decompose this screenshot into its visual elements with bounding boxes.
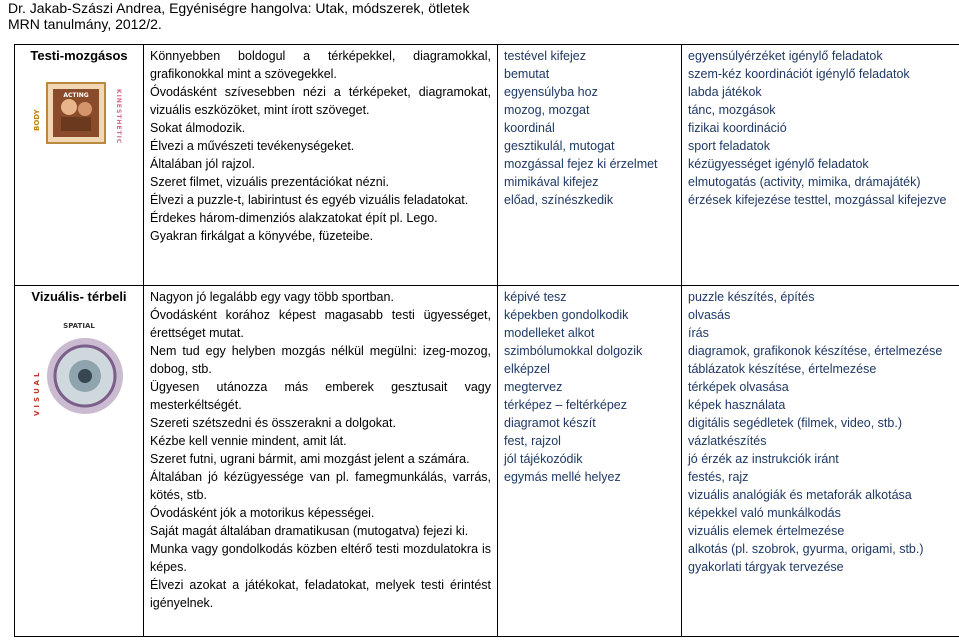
verb-text: gesztikulál, mutogat xyxy=(504,139,615,153)
traits-cell xyxy=(144,286,498,637)
trait-text: Nagyon jó legalább egy vagy több sportban. xyxy=(150,290,394,304)
traits-cell xyxy=(144,45,498,286)
verb-text: mimikával kifejez xyxy=(504,175,599,189)
verb-text: diagramot készít xyxy=(504,416,596,430)
trait-text: Munka vagy gondolkodás közben eltérő testi mozdulatokra is képes. xyxy=(150,542,491,574)
verb-text: koordinál xyxy=(504,121,555,135)
svg-text:BODY: BODY xyxy=(33,109,41,131)
row-title: Vizuális- térbeli xyxy=(31,289,127,304)
trait-text: Gyakran firkálgat a könyvébe, füzeteibe. xyxy=(150,229,374,243)
trait-text: Élvezi a puzzle-t, labirintust és egyéb vizuális feladatokat. xyxy=(150,193,469,207)
task-text: labda játékok xyxy=(688,85,762,99)
task-text: sport feladatok xyxy=(688,139,770,153)
verb-text: előad, színészkedik xyxy=(504,193,614,207)
row-title-cell xyxy=(15,286,144,637)
verb-text: megtervez xyxy=(504,380,563,394)
table-row xyxy=(15,286,959,637)
verb-text: egyensúlyba hoz xyxy=(504,85,598,99)
trait-text: Élvezi a művészeti tevékenységeket. xyxy=(150,139,355,153)
verb-text: testével kifejez xyxy=(504,49,586,63)
task-text: térképek olvasása xyxy=(688,380,789,394)
svg-text:VISUAL: VISUAL xyxy=(33,369,41,416)
task-text: jó érzék az instrukciók iránt xyxy=(688,452,839,466)
verb-text: egymás mellé helyez xyxy=(504,470,621,484)
task-text: olvasás xyxy=(688,308,731,322)
document-header-source: MRN tanulmány, 2012/2. xyxy=(8,16,162,32)
spatial-eye-image xyxy=(29,316,129,424)
svg-text:SPATIAL: SPATIAL xyxy=(63,322,95,330)
trait-text: Könnyebben boldogul a térképekkel, diagramokkal, grafikonokkal mint a szövegekkel. xyxy=(150,49,491,81)
task-text: vizuális elemek értelmezése xyxy=(688,524,845,538)
task-text: képekkel való munkálkodás xyxy=(688,506,841,520)
task-text: egyensúlyérzéket igénylő feladatok xyxy=(688,49,883,63)
verb-text: mozgással fejez ki érzelmet xyxy=(504,157,658,171)
task-text: alkotás (pl. szobrok, gyurma, origami, stb.) xyxy=(688,542,924,556)
trait-text: Általában jól rajzol. xyxy=(150,157,255,171)
row-title: Testi-mozgásos xyxy=(30,48,128,63)
intelligence-table xyxy=(14,44,959,637)
kinesthetic-image xyxy=(33,75,125,157)
verb-text: képivé tesz xyxy=(504,290,567,304)
verb-text: térképez – feltérképez xyxy=(504,398,627,412)
trait-text: Nem tud egy helyben mozgás nélkül megülni: izeg-mozog, dobog, stb. xyxy=(150,344,491,376)
task-text: gyakorlati tárgyak tervezése xyxy=(688,560,844,574)
svg-text:ACTING: ACTING xyxy=(63,92,89,99)
task-text: tánc, mozgások xyxy=(688,103,776,117)
task-text: érzések kifejezése testtel, mozgással kifejezve xyxy=(688,193,947,207)
task-text: táblázatok készítése, értelmezése xyxy=(688,362,877,376)
task-text: digitális segédletek (filmek, video, stb.) xyxy=(688,416,902,430)
trait-text: Óvodásként korához képest magasabb testi ügyességet, érettséget mutat. xyxy=(150,308,491,340)
tasks-cell xyxy=(682,286,959,637)
verb-text: modelleket alkot xyxy=(504,326,595,340)
task-text: szem-kéz koordinációt igénylő feladatok xyxy=(688,67,910,81)
svg-text:KINESTHETIC: KINESTHETIC xyxy=(115,89,122,145)
tasks-cell xyxy=(682,45,959,286)
trait-text: Szeret filmet, vizuális prezentációkat nézni. xyxy=(150,175,389,189)
task-text: elmutogatás (activity, mimika, drámajáték) xyxy=(688,175,921,189)
verb-text: mozog, mozgat xyxy=(504,103,590,117)
trait-text: Saját magát általában dramatikusan (mutogatva) fejezi ki. xyxy=(150,524,469,538)
task-text: vázlatkészítés xyxy=(688,434,767,448)
verb-text: képekben gondolkodik xyxy=(504,308,629,322)
task-text: fizikai koordináció xyxy=(688,121,787,135)
verbs-cell xyxy=(498,286,682,637)
task-text: diagramok, grafikonok készítése, értelmezése xyxy=(688,344,943,358)
verb-text: jól tájékozódik xyxy=(504,452,583,466)
trait-text: Szereti szétszedni és összerakni a dolgokat. xyxy=(150,416,396,430)
trait-text: Óvodásként szívesebben nézi a térképeket, diagramokat, vizuális eszközöket, mint írott szöveget. xyxy=(150,85,491,117)
trait-text: Általában jó kézügyessége van pl. famegmunkálás, varrás, kötés, stb. xyxy=(150,470,491,502)
verb-text: bemutat xyxy=(504,67,550,81)
task-text: vizuális analógiák és metaforák alkotása xyxy=(688,488,912,502)
trait-text: Ügyesen utánozza más emberek gesztusait vagy mesterkéltségét. xyxy=(150,380,491,412)
trait-text: Szeret futni, ugrani bármit, ami mozgást jelent a számára. xyxy=(150,452,470,466)
verb-text: elképzel xyxy=(504,362,550,376)
document-header-author-title: Dr. Jakab-Szászi Andrea, Egyéniségre hangolva: Utak, módszerek, ötletek xyxy=(8,0,470,16)
trait-text: Kézbe kell vennie mindent, amit lát. xyxy=(150,434,347,448)
task-text: képek használata xyxy=(688,398,786,412)
table-row xyxy=(15,45,959,286)
trait-text: Sokat álmodozik. xyxy=(150,121,246,135)
trait-text: Élvezi azokat a játékokat, feladatokat, melyek testi érintést igényelnek. xyxy=(150,578,491,610)
verb-text: fest, rajzol xyxy=(504,434,561,448)
trait-text: Óvodásként jók a motorikus képességei. xyxy=(150,506,375,520)
row-title-cell xyxy=(15,45,144,286)
trait-text: Érdekes három-dimenziós alakzatokat épít pl. Lego. xyxy=(150,211,438,225)
verb-text: szimbólumokkal dolgozik xyxy=(504,344,643,358)
task-text: írás xyxy=(688,326,709,340)
task-text: kézügyességet igénylő feladatok xyxy=(688,157,869,171)
task-text: puzzle készítés, építés xyxy=(688,290,815,304)
task-text: festés, rajz xyxy=(688,470,749,484)
verbs-cell xyxy=(498,45,682,286)
